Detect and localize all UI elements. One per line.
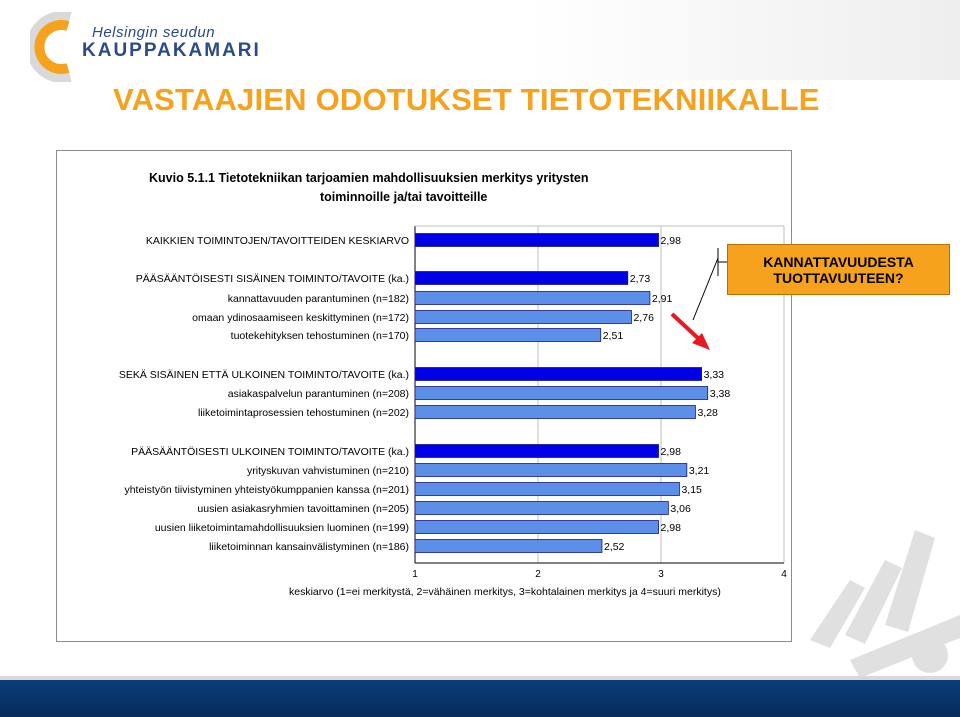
x-axis-label: keskiarvo (1=ei merkitystä, 2=vähäinen merkitys, 3=kohtalainen merkitys ja 4=suuri merkitys) xyxy=(289,586,721,598)
data-label: 2,76 xyxy=(633,312,654,324)
callout-connector-3 xyxy=(693,258,718,320)
decorative-emblem-icon xyxy=(790,520,960,680)
data-label: 2,91 xyxy=(651,293,673,305)
category-label: yhteistyön tiivistyminen yhteistyökumppanien kanssa (n=201) xyxy=(124,484,409,496)
chart-title: Kuvio 5.1.1 Tietotekniikan tarjoamien mahdollisuuksien merkitys yritysten xyxy=(149,171,589,185)
logo-line-2: KAUPPAKAMARI xyxy=(82,40,261,61)
category-label: uusien liiketoimintamahdollisuuksien luominen (n=199) xyxy=(154,522,409,534)
data-label: 2,98 xyxy=(660,446,681,458)
data-label: 3,06 xyxy=(670,503,691,515)
category-label: KAIKKIEN TOIMINTOJEN/TAVOITTEIDEN KESKIARVO xyxy=(145,235,409,247)
logo-line-1: Helsingin seudun xyxy=(92,24,216,41)
slide-title: VASTAAJIEN ODOTUKSET TIETOTEKNIIKALLE xyxy=(113,82,820,117)
callout-line-1: KANNATTAVUUDESTA xyxy=(763,253,914,270)
category-label: uusien asiakasryhmien tavoittaminen (n=205) xyxy=(197,503,409,515)
data-label: 3,21 xyxy=(688,465,710,477)
x-tick-label: 4 xyxy=(781,569,787,580)
category-label: yrityskuvan vahvistuminen (n=210) xyxy=(247,465,409,477)
data-label: 3,15 xyxy=(681,484,702,496)
category-label: kannattavuuden parantuminen (n=182) xyxy=(227,293,409,305)
x-tick-label: 1 xyxy=(412,569,418,580)
data-label: 3,33 xyxy=(703,369,725,381)
x-tick-label: 2 xyxy=(535,569,541,580)
category-label: asiakaspalvelun parantuminen (n=208) xyxy=(227,388,409,400)
data-label: 2,98 xyxy=(660,235,681,247)
data-label: 3,38 xyxy=(709,388,731,400)
category-label: SEKÄ SISÄINEN ETTÄ ULKOINEN TOIMINTO/TAVOITE (ka.) xyxy=(118,369,409,381)
x-tick-label: 3 xyxy=(658,569,664,580)
footer-bar xyxy=(0,680,960,717)
data-label: 3,28 xyxy=(697,407,718,419)
red-arrow-shaft xyxy=(672,314,700,340)
category-label: tuotekehityksen tehostuminen (n=170) xyxy=(230,330,409,342)
category-label: PÄÄSÄÄNTÖISESTI ULKOINEN TOIMINTO/TAVOITE (ka.) xyxy=(131,446,409,458)
data-label: 2,52 xyxy=(603,541,625,553)
callout-line-2: TUOTTAVUUTEEN? xyxy=(773,269,904,286)
category-label: omaan ydinosaamiseen keskittyminen (n=172) xyxy=(192,312,409,324)
category-label: liiketoiminnan kansainvälistyminen (n=186) xyxy=(209,541,409,553)
data-label: 2,51 xyxy=(602,330,624,342)
data-label: 2,73 xyxy=(629,273,651,285)
category-label: liiketoimintaprosessien tehostuminen (n=202) xyxy=(198,407,409,419)
chart-subtitle: toiminnoille ja/tai tavoitteille xyxy=(320,190,488,204)
data-label: 2,98 xyxy=(660,522,681,534)
category-label: PÄÄSÄÄNTÖISESTI SISÄINEN TOIMINTO/TAVOITE (ka.) xyxy=(135,273,409,285)
